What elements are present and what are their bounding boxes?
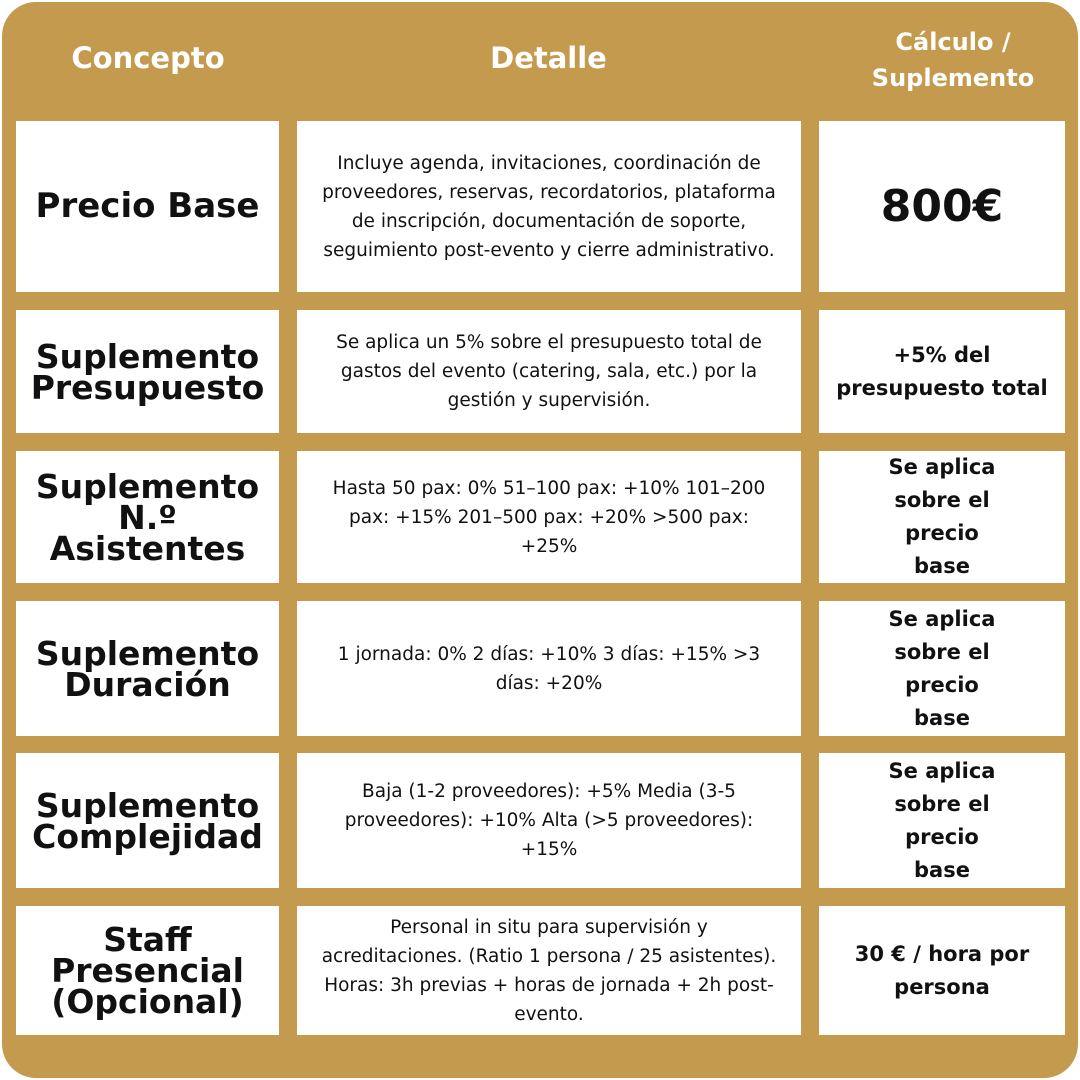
row-suplemento-asistentes-concept: Suplemento N.º Asistentes (16, 451, 279, 583)
row-suplemento-duracion-detail: 1 jornada: 0% 2 días: +10% 3 días: +15% >3 días: +20% (297, 601, 801, 736)
row-suplemento-duracion-calc: Se aplica sobre el precio base (819, 601, 1065, 736)
row-staff-presencial-detail: Personal in situ para supervisión y acreditaciones. (Ratio 1 persona / 25 asistentes). Horas: 3h previas + horas de jornada + 2h post-evento. (297, 906, 801, 1035)
header-calculo: Cálculo / Suplemento (871, 28, 1035, 92)
row-precio-base-calc: 800€ (819, 121, 1065, 292)
row-staff-presencial-calc: 30 € / hora por persona (819, 906, 1065, 1035)
row-suplemento-presupuesto-calc: +5% del presupuesto total (819, 310, 1065, 433)
row-staff-presencial-concept: Staff Presencial (Opcional) (16, 906, 279, 1035)
row-suplemento-presupuesto-concept: Suplemento Presupuesto (16, 310, 279, 433)
row-suplemento-complejidad-detail: Baja (1-2 proveedores): +5% Media (3-5 proveedores): +10% Alta (>5 proveedores): +15% (297, 753, 801, 888)
row-precio-base-detail: Incluye agenda, invitaciones, coordinación de proveedores, reservas, recordatorios, plataforma de inscripción, documentación de soporte, seguimiento post-evento y cierre administrativo. (297, 121, 801, 292)
row-suplemento-duracion-concept: Suplemento Duración (16, 601, 279, 736)
header-concepto: Concepto (71, 41, 225, 75)
row-precio-base-concept: Precio Base (16, 121, 279, 292)
row-suplemento-presupuesto-detail: Se aplica un 5% sobre el presupuesto total de gastos del evento (catering, sala, etc.) por la gestión y supervisión. (297, 310, 801, 433)
row-suplemento-asistentes-detail: Hasta 50 pax: 0% 51–100 pax: +10% 101–200 pax: +15% 201–500 pax: +20% >500 pax: +25% (297, 451, 801, 583)
row-suplemento-asistentes-calc: Se aplica sobre el precio base (819, 451, 1065, 583)
row-suplemento-complejidad-concept: Suplemento Complejidad (16, 753, 279, 888)
header-detalle: Detalle (490, 41, 607, 75)
row-suplemento-complejidad-calc: Se aplica sobre el precio base (819, 753, 1065, 888)
